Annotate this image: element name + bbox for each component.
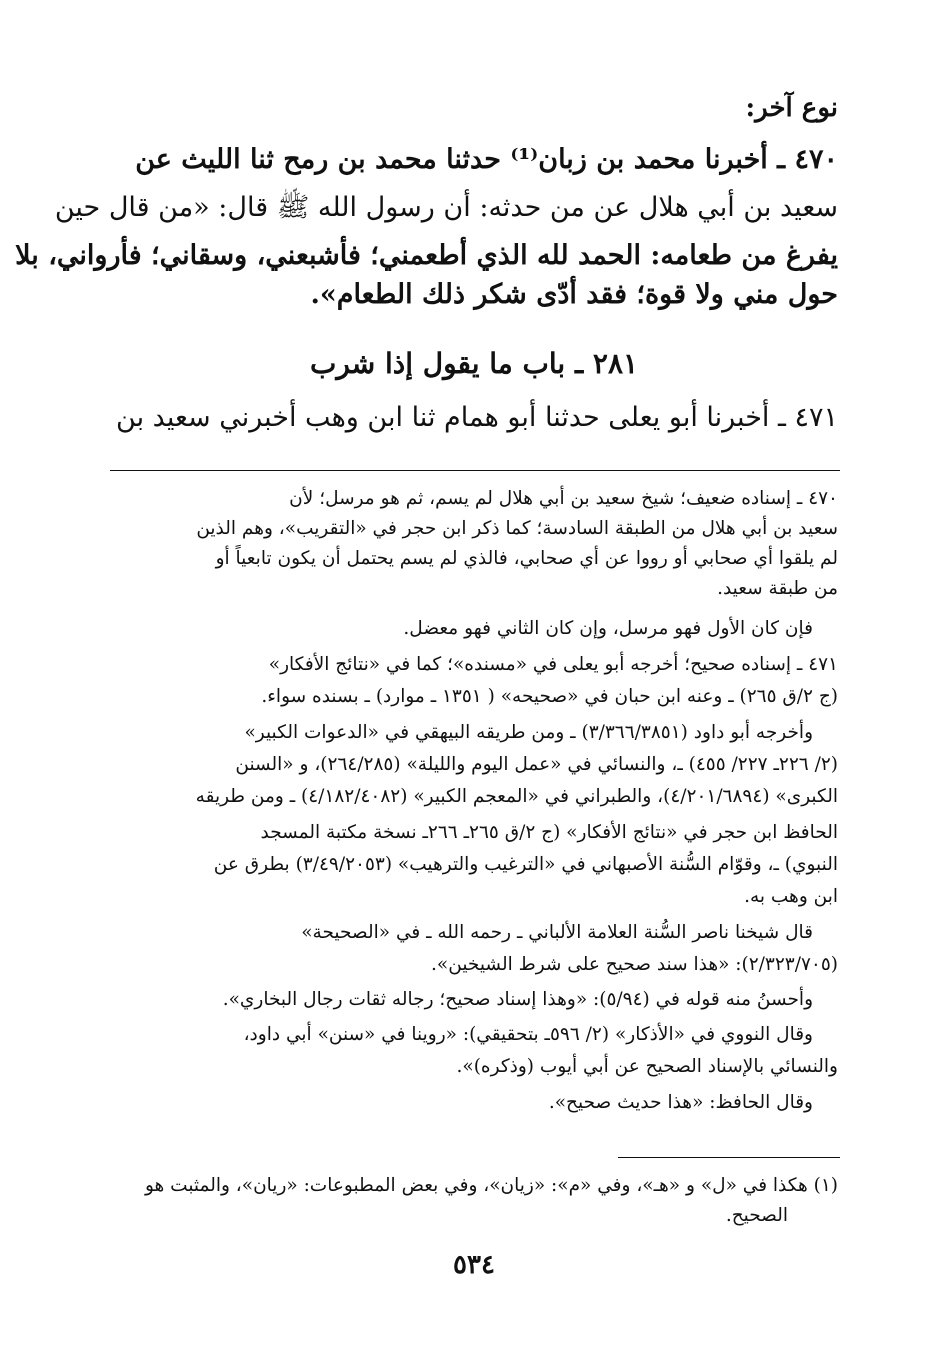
footnote-line-2: الصحيح. xyxy=(725,1205,788,1226)
note-line: من طبقة سعيد. xyxy=(717,578,838,599)
hadith-470-line-3: يفرغ من طعامه: الحمد لله الذي أطعمني؛ فأشبعني، وسقاني؛ فأرواني، بلا xyxy=(15,240,838,271)
note-line: ٤٧١ ـ إسناده صحيح؛ أخرجه أبو يعلى في «مسنده»؛ كما في «نتائج الأفكار» xyxy=(268,654,838,675)
note-line: لم يلقوا أي صحابي أو رووا عن أي صحابي، فالذي لم يسم يحتمل أن يكون تابعياً أو xyxy=(215,548,838,569)
note-line: وقال النووي في «الأذكار» (٢/ ٥٩٦ـ بتحقيقي): «روينا في «سنن» أبي داود، xyxy=(243,1024,813,1045)
hadith-471-line-1: ٤٧١ ـ أخبرنا أبو يعلى حدثنا أبو همام ثنا ابن وهب أخبرني سعيد بن xyxy=(116,402,838,433)
section-heading: نوع آخر: xyxy=(745,93,838,123)
page-number: ٥٣٤ xyxy=(453,1250,495,1280)
note-line: سعيد بن أبي هلال من الطبقة السادسة؛ كما ذكر ابن حجر في «التقريب»، وهم الذين xyxy=(196,518,838,539)
note-line: وأخرجه أبو داود (٣/٣٦٦/٣٨٥١) ـ ومن طريقه البيهقي في «الدعوات الكبير» xyxy=(244,722,813,743)
note-line: ٤٧٠ ـ إسناده ضعيف؛ شيخ سعيد بن أبي هلال لم يسم، ثم هو مرسل؛ لأن xyxy=(289,488,838,509)
note-line: الحافظ ابن حجر في «نتائج الأفكار» (ج ٢/ق ٢٦٥ـ ٢٦٦ـ نسخة مكتبة المسجد xyxy=(260,822,838,843)
note-line: فإن كان الأول فهو مرسل، وإن كان الثاني فهو معضل. xyxy=(403,618,813,639)
note-line: قال شيخنا ناصر السُّنة العلامة الألباني ـ رحمه الله ـ في «الصحيحة» xyxy=(301,922,813,943)
chapter-title: ٢٨١ ـ باب ما يقول إذا شرب xyxy=(309,347,639,380)
note-line: (ج ٢/ق ٢٦٥) ـ وعنه ابن حبان في «صحيحه» ( ١٣٥١ ـ موارد) ـ بسنده سواء. xyxy=(261,686,838,707)
note-line: وأحسنُ منه قوله في (٥/٩٤): «وهذا إسناد صحيح؛ رجاله ثقات رجال البخاري». xyxy=(222,989,813,1010)
hadith-470-line-4: حول مني ولا قوة؛ فقد أدّى شكر ذلك الطعام». xyxy=(310,279,838,310)
notes-divider xyxy=(110,470,840,471)
footnote-divider xyxy=(618,1157,840,1158)
footnote-line-1: (١) هكذا في «ل» و «هـ»، وفي «م»: «زيان»، وفي بعض المطبوعات: «ريان»، والمثبت هو xyxy=(144,1175,838,1196)
note-line: الكبرى» (٤/٢٠١/٦٨٩٤)، والطبراني في «المعجم الكبير» (٤/١٨٢/٤٠٨٢) ـ ومن طريقه xyxy=(195,786,838,807)
note-line: (٢/٣٢٣/٧٠٥): «هذا سند صحيح على شرط الشيخين». xyxy=(431,954,838,975)
note-line: ابن وهب به. xyxy=(744,886,838,907)
note-line: (٢/ ٢٢٦ـ ٢٢٧/ ٤٥٥) ـ، والنسائي في «عمل اليوم والليلة» (٢٦٤/٢٨٥)، و «السنن xyxy=(235,754,838,775)
note-line: والنسائي بالإسناد الصحيح عن أبي أيوب (وذكره)». xyxy=(456,1056,838,1077)
note-line: وقال الحافظ: «هذا حديث صحيح». xyxy=(548,1092,813,1113)
hadith-470-line-1: ٤٧٠ ـ أخبرنا محمد بن زبان⁽¹⁾ حدثنا محمد بن رمح ثنا الليث عن xyxy=(135,144,838,175)
note-line: النبوي) ـ، وقوّام السُّنة الأصبهاني في «الترغيب والترهيب» (٣/٤٩/٢٠٥٣) بطرق عن xyxy=(213,854,838,875)
hadith-470-line-2: سعيد بن أبي هلال عن من حدثه: أن رسول الله ﷺ قال: «من قال حين xyxy=(54,192,838,223)
